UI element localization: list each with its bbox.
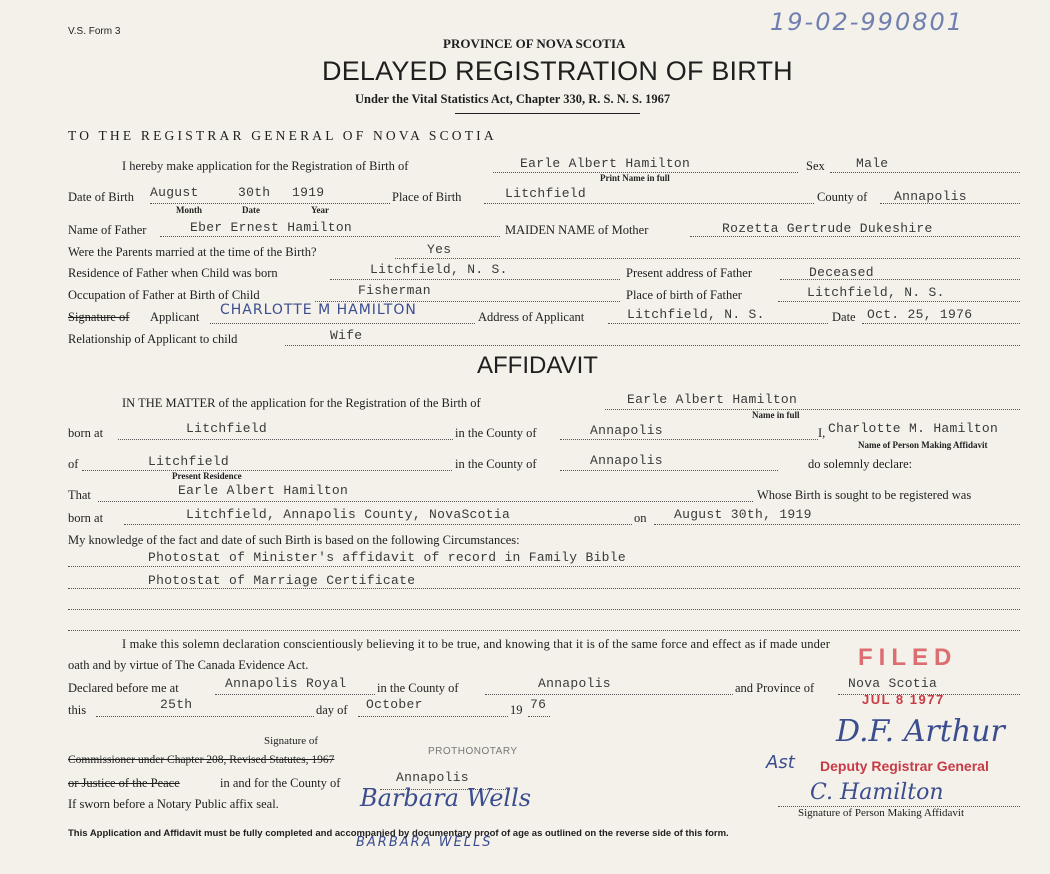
father-value: Eber Ernest Hamilton (190, 220, 353, 235)
filed-stamp: FILED (858, 644, 958, 671)
of-label: of (68, 457, 79, 471)
married-value: Yes (427, 242, 452, 257)
present-addr-label: Present address of Father (626, 266, 753, 280)
born-place-value: Litchfield, Annapolis County, NovaScotia (186, 507, 511, 522)
year-hint: Year (311, 205, 329, 215)
justice-struck: or Justice of the Peace (68, 776, 180, 790)
day-value: 25th (160, 697, 193, 712)
deputy-registrar-stamp: Deputy Registrar General (820, 758, 989, 774)
born-at-value: Litchfield (186, 421, 268, 436)
pob-value: Litchfield (505, 186, 587, 201)
footer-note: This Application and Affidavit must be fully completed and accompanied by documentary proof of age as outlined on the reverse side of this form. (68, 828, 729, 839)
commissioner-print-name: BARBARA WELLS (356, 835, 493, 850)
filed-date-stamp: JUL 8 1977 (862, 692, 945, 707)
in-county-label-2: in the County of (455, 457, 537, 471)
born-date-value: August 30th, 1919 (674, 507, 812, 522)
declared-label: Declared before me at (68, 681, 179, 695)
date-value: Oct. 25, 1976 (867, 307, 973, 322)
declared-at-value: Annapolis Royal (225, 676, 347, 691)
circumstance-1: Photostat of Minister's affidavit of record in Family Bible (148, 550, 626, 565)
pob-label: Place of Birth (392, 190, 462, 204)
applicant-label: Applicant (150, 310, 200, 324)
born-at-label: born at (68, 426, 104, 440)
addressee: TO THE REGISTRAR GENERAL OF NOVA SCOTIA (68, 128, 497, 143)
name-full-hint: Name in full (752, 410, 800, 420)
date-hint: Date (242, 205, 260, 215)
in-county-label-1: in the County of (455, 426, 537, 440)
print-name-hint: Print Name in full (600, 173, 670, 183)
father-label: Name of Father (68, 223, 147, 237)
that-name-value: Earle Albert Hamilton (178, 483, 349, 498)
child-name-value: Earle Albert Hamilton (520, 156, 691, 171)
present-addr-value: Deceased (809, 265, 874, 280)
form-subtitle: Under the Vital Statistics Act, Chapter 330, R. S. N. S. 1967 (355, 92, 671, 106)
occupation-value: Fisherman (358, 283, 431, 298)
province-label: and Province of (735, 681, 815, 695)
dob-day-value: 30th (238, 185, 271, 200)
father-pob-label: Place of birth of Father (626, 288, 742, 302)
signature-of-label: Signature of (264, 735, 319, 747)
occupation-label: Occupation of Father at Birth of Child (68, 288, 260, 302)
residence-value: Litchfield, N. S. (370, 262, 508, 277)
date-label: Date (832, 310, 856, 324)
justice-rest: in and for the County of (220, 776, 341, 790)
born-at2-label: born at (68, 511, 104, 525)
form-number: V.S. Form 3 (68, 26, 121, 37)
subject-name-value: Earle Albert Hamilton (627, 392, 798, 407)
sex-label: Sex (806, 159, 825, 173)
commissioner-struck: Commissioner under Chapter 208, Revised Statutes, 1967 (68, 754, 335, 766)
county2-value: Annapolis (590, 453, 663, 468)
registrar-initial: Ast (766, 752, 795, 773)
i-label: I, (818, 426, 826, 440)
province-heading: PROVINCE OF NOVA SCOTIA (443, 36, 626, 51)
intro-label: I hereby make application for the Registration of Birth of (122, 159, 409, 173)
married-label: Were the Parents married at the time of the Birth? (68, 245, 317, 259)
applicant-signature: CHARLOTTE M HAMILTON (220, 302, 417, 318)
applicant-addr-label: Address of Applicant (478, 310, 585, 324)
prothonotary-stamp: PROTHONOTARY (428, 746, 518, 757)
this-label: this (68, 703, 87, 717)
mother-label: MAIDEN NAME of Mother (505, 223, 649, 237)
affiant-signature: C. Hamilton (810, 780, 944, 805)
file-number-handwritten: 19-02-990801 (770, 8, 965, 36)
affiant-hint: Name of Person Making Affidavit (858, 440, 988, 450)
dob-label: Date of Birth (68, 190, 134, 204)
form-title: DELAYED REGISTRATION OF BIRTH (322, 56, 793, 86)
justice-county-value: Annapolis (396, 770, 469, 785)
mother-value: Rozetta Gertrude Dukeshire (722, 221, 933, 236)
residence-label: Residence of Father when Child was born (68, 266, 278, 280)
relationship-value: Wife (330, 328, 363, 343)
on-label: on (634, 511, 647, 525)
year-prefix: 19 (510, 703, 523, 717)
title-rule (455, 113, 640, 114)
dob-year-value: 1919 (292, 185, 325, 200)
affiant-signature-label: Signature of Person Making Affidavit (798, 807, 964, 819)
whose-label: Whose Birth is sought to be registered was (757, 488, 972, 502)
that-label: That (68, 488, 91, 502)
month-hint: Month (176, 205, 203, 215)
declared-province-value: Nova Scotia (848, 676, 938, 691)
day-of-label: day of (316, 703, 348, 717)
knowledge-label: My knowledge of the fact and date of such Birth is based on the following Circumstances: (68, 533, 520, 547)
affiant-name-value: Charlotte M. Hamilton (828, 421, 999, 436)
solemn-line-2: oath and by virtue of The Canada Evidence Act. (68, 658, 309, 672)
applicant-addr-value: Litchfield, N. S. (627, 307, 765, 322)
month-value: October (366, 697, 423, 712)
commissioner-signature: Barbara Wells (360, 784, 532, 812)
declare-label: do solemnly declare: (808, 457, 913, 471)
solemn-line-1: I make this solemn declaration conscientiously believing it to be true, and knowing that it is of the same force and effect as if made under (122, 637, 831, 651)
relationship-label: Relationship of Applicant to child (68, 332, 238, 346)
dob-month-value: August (150, 185, 199, 200)
in-county-label-3: in the County of (377, 681, 459, 695)
county-label: County of (817, 190, 868, 204)
sex-value: Male (856, 156, 889, 171)
matter-label: IN THE MATTER of the application for the Registration of the Birth of (122, 396, 481, 410)
affidavit-heading: AFFIDAVIT (477, 352, 598, 379)
year-suffix-value: 76 (530, 697, 547, 712)
residence-hint: Present Residence (172, 471, 242, 481)
county-value: Annapolis (894, 189, 967, 204)
declared-county-value: Annapolis (538, 676, 611, 691)
father-pob-value: Litchfield, N. S. (807, 285, 945, 300)
residence-affidavit-value: Litchfield (148, 454, 230, 469)
circumstance-2: Photostat of Marriage Certificate (148, 573, 416, 588)
registrar-signature: D.F. Arthur (836, 714, 1005, 749)
county1-value: Annapolis (590, 423, 663, 438)
signature-label-struck: Signature of (68, 310, 130, 324)
notary-label: If sworn before a Notary Public affix seal. (68, 797, 279, 811)
